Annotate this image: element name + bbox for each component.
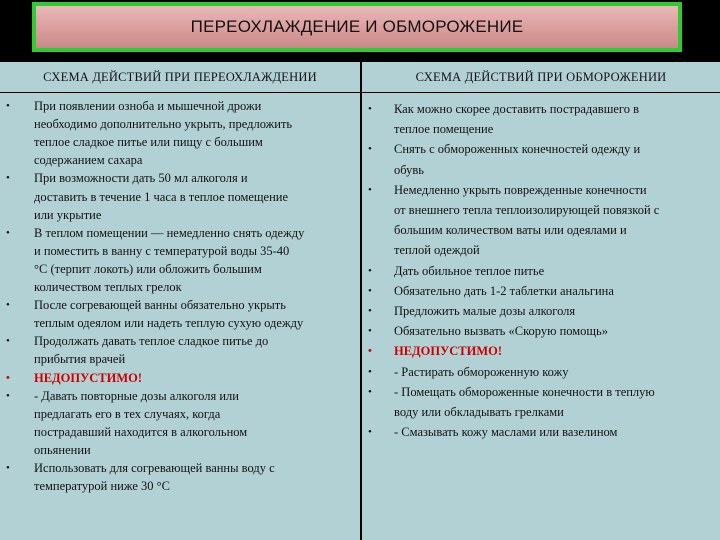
list-item-line: температурой ниже 30 °С [34,479,170,494]
list-item-line: Продолжать давать теплое сладкое питье до [34,334,269,349]
bullet-icon: • [368,143,372,156]
list-item-line: прибытия врачей [34,352,126,367]
list-item-line: Как можно скорее доставить пострадавшего в [394,102,639,116]
list-item-line: воду или обкладывать грелками [394,405,564,419]
list-item-line: Обязательно дать 1-2 таблетки анальгина [394,283,614,298]
list-item-line: - Давать повторные дозы алкоголя или [34,388,239,403]
list-item-line: После согревающей ванны обязательно укрыть [34,298,286,313]
bullet-icon: • [368,365,372,378]
right-column-body [362,93,720,540]
bullet-icon: • [368,264,372,277]
list-item-line: При возможности дать 50 мл алкоголя и [34,171,248,186]
list-item-line: большим количеством ваты или одеялами и [394,223,627,238]
list-item-line: °С (терпит локоть) или обложить большим [34,261,262,276]
list-item-line: Немедленно укрыть поврежденные конечности [394,182,647,197]
bullet-icon: • [6,371,10,384]
bullet-icon: • [368,345,372,358]
list-item-line: В теплом помещении — немедленно снять одежду [34,225,305,240]
list-item-line: - Помещать обмороженные конечности в теплую [394,384,655,399]
list-item-line: Дать обильное теплое питье [394,263,545,278]
list-item-line: - Растирать обмороженную кожу [394,364,569,379]
list-item-line: содержанием сахара [34,153,143,168]
list-item-line: пострадавший находится в алкогольном [34,424,248,439]
bullet-icon: • [368,426,372,439]
right-column-header: СХЕМА ДЕЙСТВИЙ ПРИ ОБМОРОЖЕНИИ [362,62,720,92]
bullet-icon: • [6,462,10,474]
list-item-line: и поместить в ванну с температурой воды 35-40 [34,243,290,258]
list-item-line: теплым одеялом или надеть теплую сухую одежду [34,316,304,331]
list-item-line: обувь [394,162,424,177]
list-item-line: Использовать для согревающей ванны воду с [34,461,275,475]
bullet-icon: • [368,385,372,398]
list-item-line: теплое помещение [394,122,494,137]
bullet-icon: • [368,103,372,115]
bullet-icon: • [6,299,10,312]
list-item-line: При появлении озноба и мышечной дрожи [34,99,262,113]
list-item-line: необходимо дополнительно укрыть, предложить [34,117,293,132]
list-item-line: теплой одеждой [394,243,480,258]
bullet-icon: • [368,183,372,196]
bullet-icon: • [6,389,10,402]
list-item-line: количеством теплых грелок [34,280,182,294]
bullet-icon: • [6,335,10,348]
list-item-line: - Смазывать кожу маслами или вазелином [394,425,618,440]
bullet-icon: • [368,284,372,297]
list-item-line: или укрытие [34,207,102,222]
list-item-line: от внешнего тепла теплоизолирующей повязкой с [394,203,660,217]
list-item-line: Снять с обмороженных конечностей одежду и [394,142,641,157]
list-item-line: предлагать его в тех случаях, когда [34,406,221,421]
bullet-icon: • [6,172,10,185]
list-item-line: Обязательно вызвать «Скорую помощь» [394,324,609,339]
bullet-icon: • [368,305,372,317]
list-item-line: опьянении [34,442,91,457]
page-title: ПЕРЕОХЛАЖДЕНИЕ И ОБМОРОЖЕНИЕ [190,17,524,36]
list-item-line: доставить в течение 1 часа в теплое помещение [34,189,289,204]
left-column-header: СХЕМА ДЕЙСТВИЙ ПРИ ПЕРЕОХЛАЖДЕНИИ [0,62,360,92]
bullet-icon: • [6,226,10,239]
warning-heading: НЕДОПУСТИМО! [394,344,503,359]
list-item-line: теплое сладкое питье или пищу с большим [34,135,263,150]
bullet-icon: • [368,325,372,338]
bullet-icon: • [6,100,10,112]
list-item-line: Предложить малые дозы алкоголя [394,304,576,318]
left-column-body [0,93,360,540]
warning-heading: НЕДОПУСТИМО! [34,370,143,385]
title-banner [32,2,682,52]
